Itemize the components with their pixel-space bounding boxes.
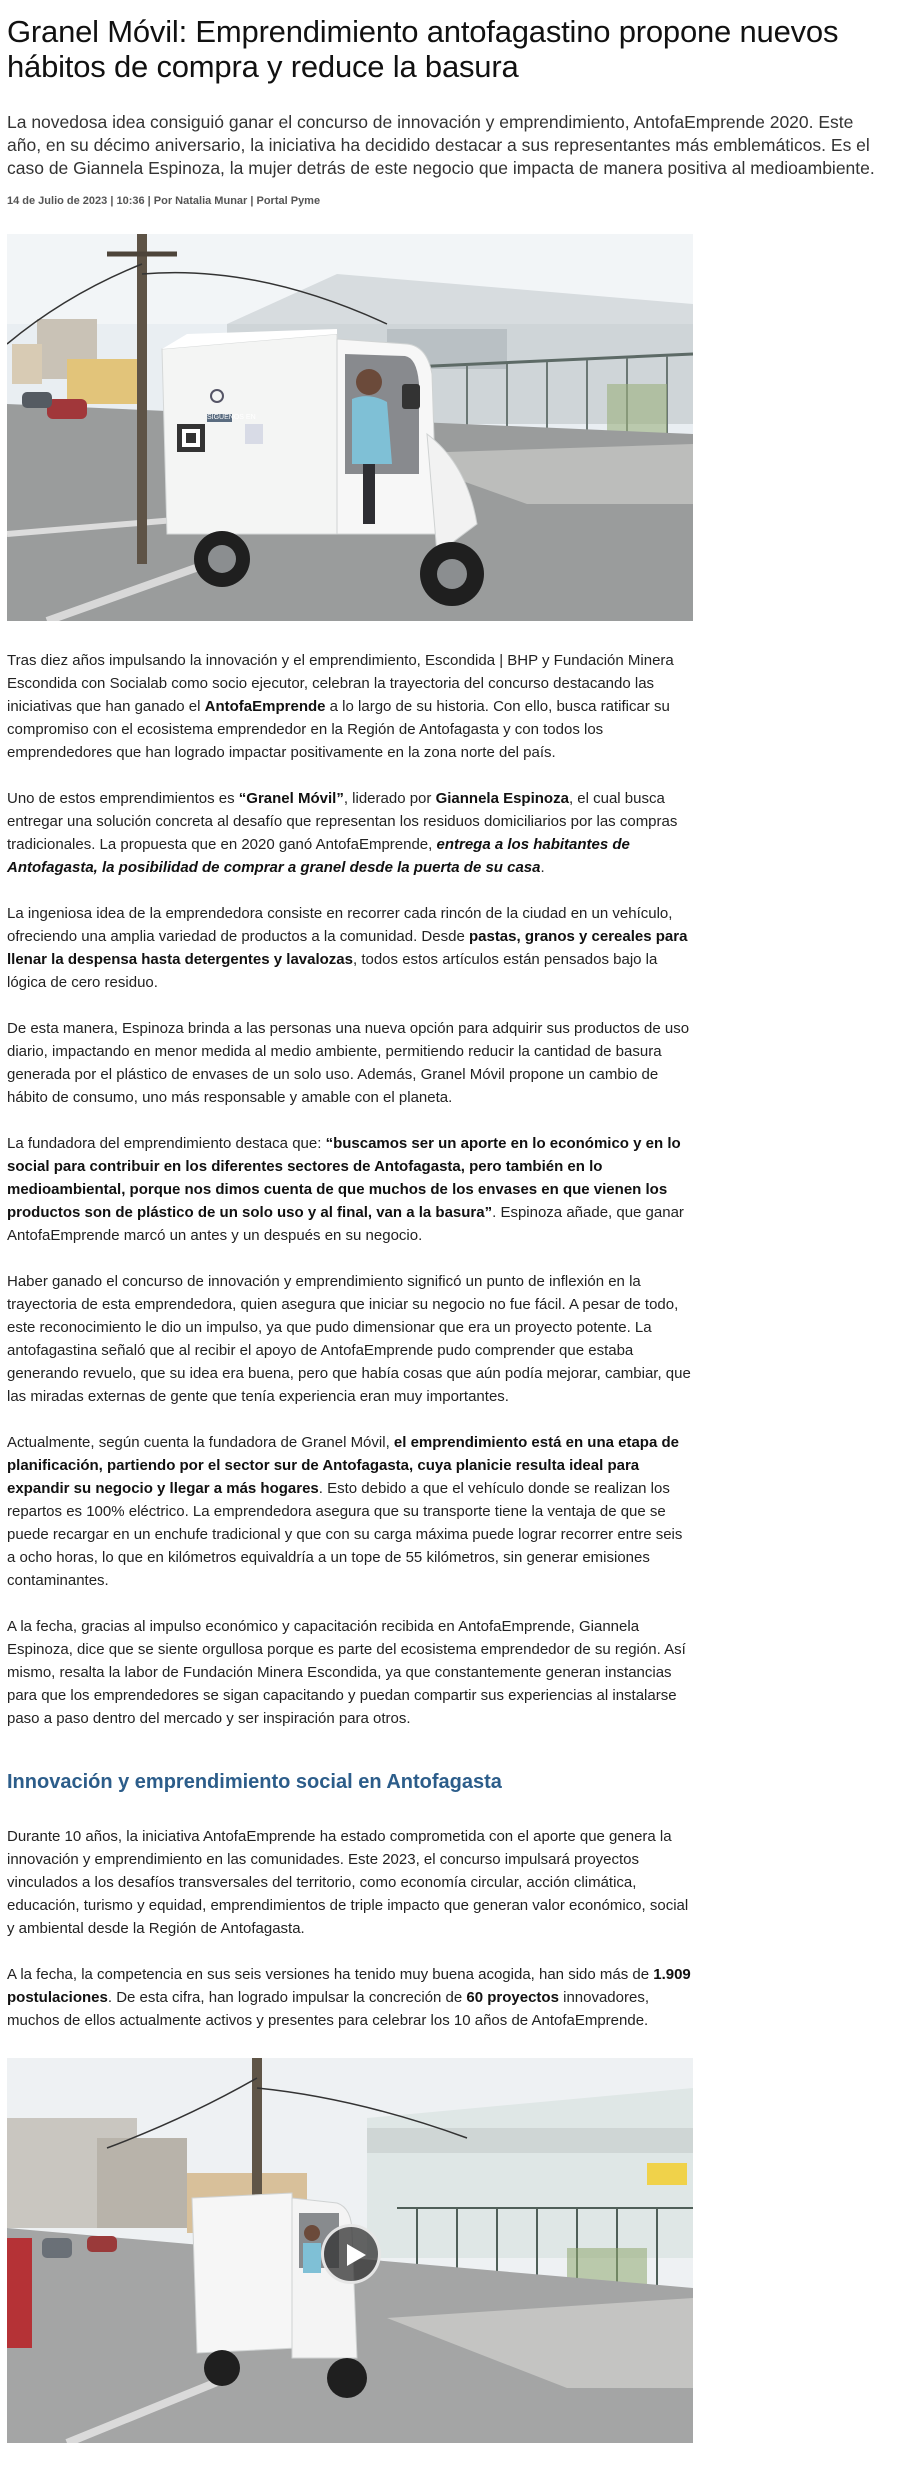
paragraph-2-text-c: , liderado por [343, 790, 436, 807]
paragraph-5-text-a: La fundadora del emprendimiento destaca que: [7, 1135, 326, 1152]
paragraph-6 [7, 1270, 693, 1408]
paragraph-8 [7, 1615, 693, 1730]
paragraph-3 [7, 902, 693, 994]
paragraph-1 [7, 649, 693, 764]
paragraph-2-text-a: Uno de estos emprendimientos es [7, 790, 239, 807]
paragraph-1-bold-b: AntofaEmprende [204, 698, 326, 715]
paragraph-6-text-a: Haber ganado el concurso de innovación y emprendimiento significó un punto de inflexión en la trayectoria de esta emprendedora, quien asegura que iniciar su negocio no fue fácil. A pesar de todo, este reconocimiento le dio un impulso, ya que pudo dimensionar que era un proyecto potente. La antofagastina señaló que al recibir el apoyo de AntofaEmprende pudo comprender que estaba generando revuelo, que su idea era buena, pero que había cosas que aún podía mejorar, cambiar, que las miradas externas de gente que tenía experiencia eran muy importantes. [7, 1273, 691, 1405]
article-title: Granel Móvil: Emprendimiento antofagastino propone nuevos hábitos de compra y reduce la basura [7, 14, 839, 84]
paragraph-3-text-a: La ingeniosa idea de la emprendedora consiste en recorrer cada rincón de la ciudad en un vehículo, ofreciendo una amplia variedad de productos a la comunidad. Desde [7, 905, 673, 945]
paragraph-10-bold-b: 1.909 postulaciones [7, 1966, 691, 2006]
paragraph-10 [7, 1963, 693, 2032]
paragraph-7 [7, 1431, 693, 1592]
play-button[interactable] [321, 2224, 381, 2284]
paragraph-2-text-e: , el cual busca entregar una solución concreta al desafío que representan los residuos domiciliarios por las compras tradicionales. La propuesta que en 2020 ganó AntofaEmprende, [7, 790, 678, 853]
hero-photo [7, 234, 693, 621]
paragraph-9-text-a: Durante 10 años, la iniciativa AntofaEmprende ha estado comprometida con el aporte que genera la innovación y emprendimiento en las comunidades. Este 2023, el concurso impulsará proyectos vinculados a los desafíos transversales del territorio, como economía circular, acción climática, educación, turismo y equidad, emprendimientos de triple impacto que generan valor económico, social y ambiental desde la Región de Antofagasta. [7, 1828, 689, 1937]
paragraph-5 [7, 1132, 693, 1247]
paragraph-2-bold-b: “Granel Móvil” [238, 790, 344, 807]
paragraph-2-bold-italic-f: entrega a los habitantes de Antofagasta, la posibilidad de comprar a granel desde la puerta de su casa [7, 836, 630, 876]
paragraph-10-text-c: . De esta cifra, han logrado impulsar la concreción de [107, 1989, 467, 2006]
video-player[interactable] [7, 2058, 693, 2443]
paragraph-8-text-a: A la fecha, gracias al impulso económico y capacitación recibida en AntofaEmprende, Giannela Espinoza, dice que se siente orgullosa porque es parte del ecosistema emprendedor de su región. Así mismo, resalta la labor de Fundación Minera Escondida, ya que constantemente generan instancias para que los emprendedores se sigan capacitando y puedan compartir sus experiencias al instalarse paso a paso dentro del mercado y ser inspiración para otros. [7, 1618, 686, 1727]
paragraph-1-text-c: a lo largo de su historia. Con ello, busca ratificar su compromiso con el ecosistema emprendedor en la Región de Antofagasta y con todos los emprendedores que han logrado impactar positivamente en la zona norte del país. [7, 698, 670, 761]
paragraph-7-text-a: Actualmente, según cuenta la fundadora de Granel Móvil, [7, 1434, 394, 1451]
article-byline: 14 de Julio de 2023 | 10:36 | Por Natalia Munar | Portal Pyme [7, 195, 321, 207]
paragraph-3-text-c: , todos estos artículos están pensados bajo la lógica de cero residuo. [7, 951, 658, 991]
paragraph-10-text-a: A la fecha, la competencia en sus seis versiones ha tenido muy buena acogida, han sido más de [7, 1966, 654, 1983]
paragraph-5-text-c: . Espinoza añade, que ganar AntofaEmprende marcó un antes y un después en su negocio. [7, 1204, 684, 1244]
article-body [7, 649, 693, 2032]
paragraph-1-text-a: Tras diez años impulsando la innovación y el emprendimiento, Escondida | BHP y Fundación Minera Escondida con Socialab como socio ejecutor, celebran la trayectoria del concurso destacando las iniciativas que han ganado el [7, 652, 674, 715]
paragraph-3-bold-b: pastas, granos y cereales para llenar la despensa hasta detergentes y lavalozas [7, 928, 688, 968]
paragraph-7-text-c: . Esto debido a que el vehículo donde se realizan los repartos es 100% eléctrico. La emprendedora asegura que su transporte tiene la ventaja de que se puede recargar en un enchufe tradicional y que con su carga máxima puede lograr recorrer entre seis a ocho horas, lo que en kilómetros equivaldría a un tope de 55 kilómetros, sin generar emisiones contaminantes. [7, 1480, 683, 1589]
article-lead: La novedosa idea consiguió ganar el concurso de innovación y emprendimiento, AntofaEmprende 2020. Este año, en su décimo aniversario, la iniciativa ha decidido destacar a sus representantes más emblemáticos. Es el caso de Giannela Espinoza, la mujer detrás de este negocio que impacta de manera positiva al medioambiente. [7, 112, 875, 178]
paragraph-10-text-e: innovadores, muchos de ellos actualmente activos y presentes para celebrar los 10 años de AntofaEmprende. [7, 1989, 649, 2029]
paragraph-9 [7, 1825, 693, 1940]
paragraph-7-bold-b: el emprendimiento está en una etapa de planificación, partiendo por el sector sur de Antofagasta, cuya planicie resulta ideal para expandir su negocio y llegar a más hogares [7, 1434, 679, 1497]
paragraph-2 [7, 787, 693, 879]
section-heading: Innovación y emprendimiento social en Antofagasta [7, 1771, 502, 1793]
paragraph-10-bold-d: 60 proyectos [466, 1989, 559, 2006]
paragraph-5-bold-b: “buscamos ser un aporte en lo económico y en lo social para contribuir en los diferentes sectores de Antofagasta, pero también en lo medioambiental, porque nos dimos cuenta de que muchos de los envases en que vienen los productos son de plástico de un solo uso y al final, van a la basura” [7, 1135, 681, 1221]
paragraph-2-bold-d: Giannela Espinoza [435, 790, 569, 807]
paragraph-4 [7, 1017, 693, 1109]
paragraph-4-text-a: De esta manera, Espinoza brinda a las personas una nueva opción para adquirir sus productos de uso diario, impactando en menor medida al medio ambiente, permitiendo reducir la cantidad de basura generada por el plástico de envases de un solo uso. Además, Granel Móvil propone un cambio de hábito de consumo, uno más responsable y amable con el planeta. [7, 1020, 690, 1106]
paragraph-2-text-g: . [540, 859, 545, 876]
vehicle-sign-text: SIGUENOS EN [207, 414, 256, 421]
